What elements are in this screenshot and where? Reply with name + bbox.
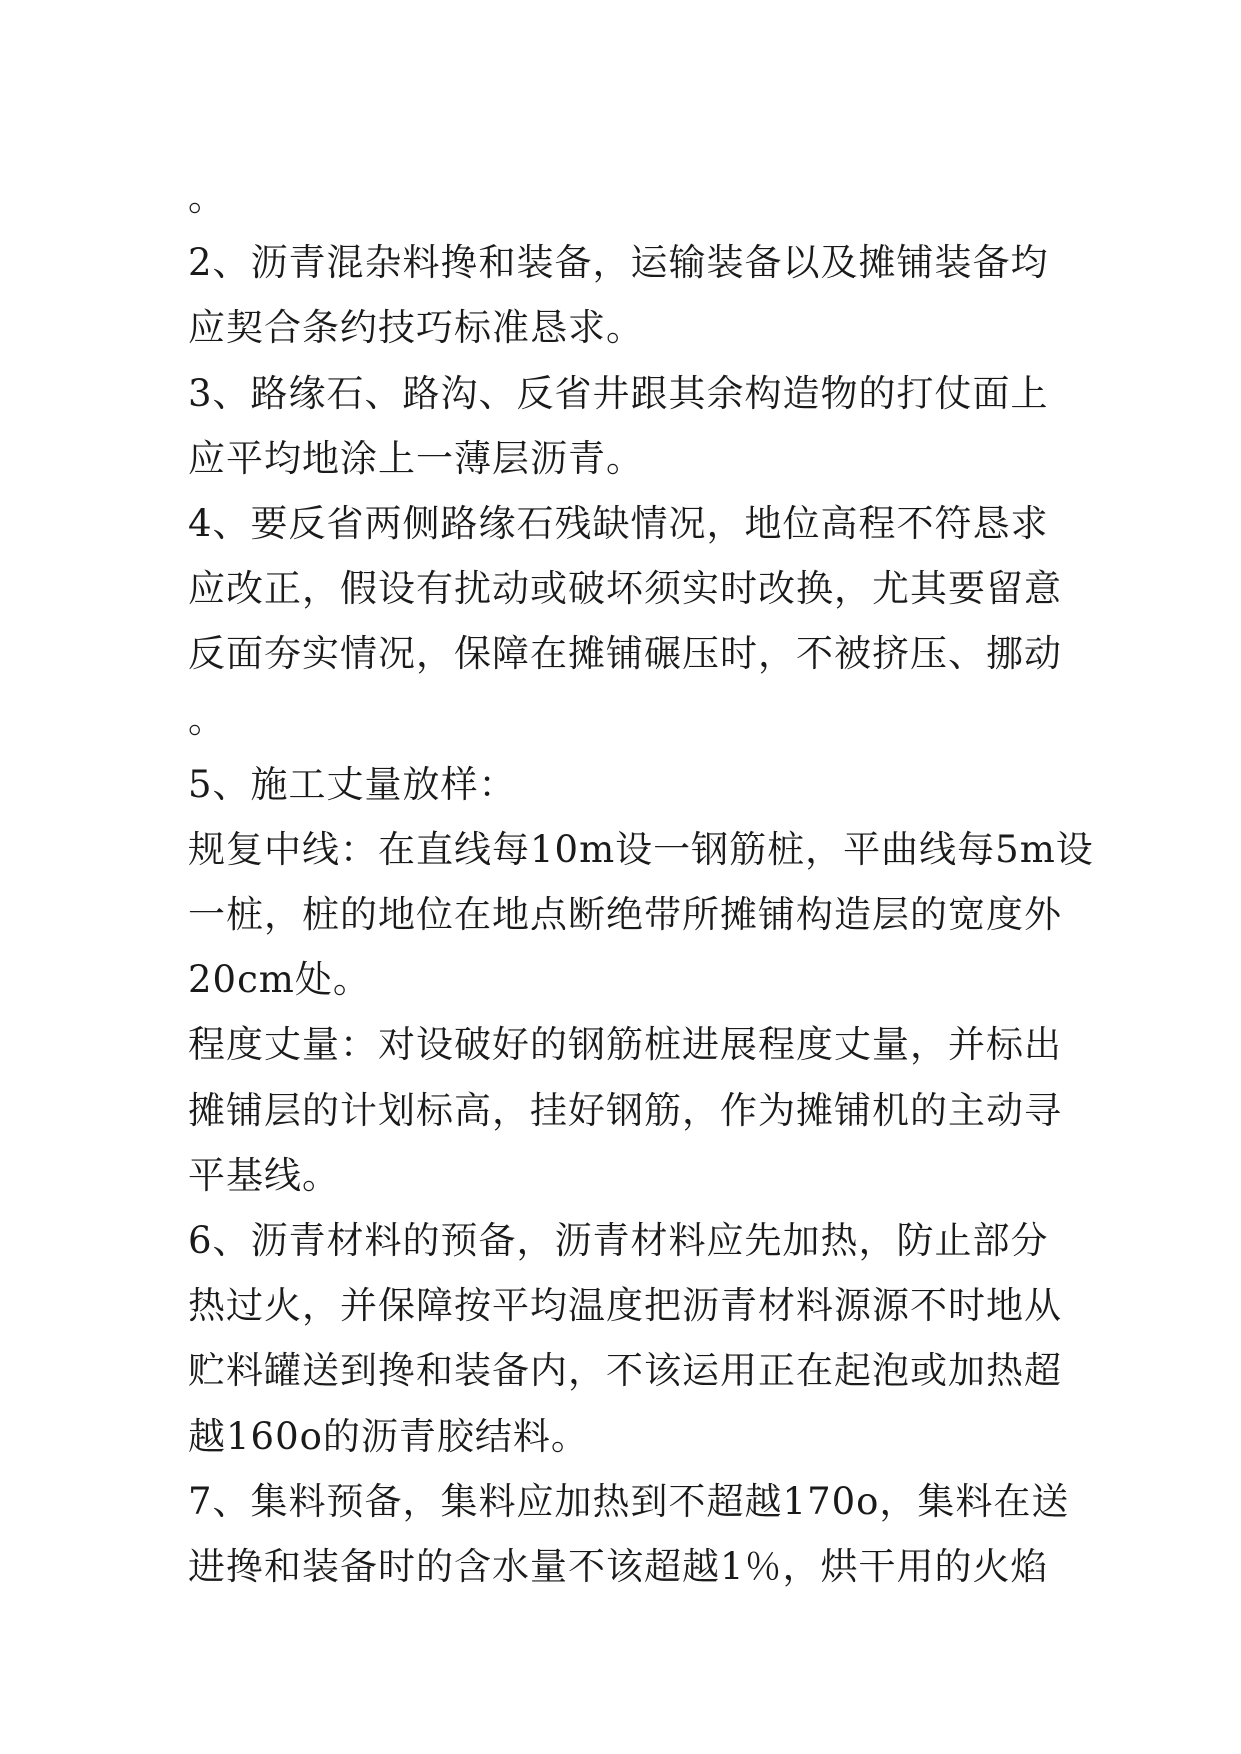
text-line: 一桩，桩的地位在地点断绝带所摊铺构造层的宽度外 xyxy=(188,893,1062,937)
text-line: 贮料罐送到搀和装备内，不该运用正在起泡或加热超 xyxy=(188,1349,1062,1393)
text-line: 4、要反省两侧路缘石残缺情况，地位高程不符恳求 xyxy=(188,501,1049,545)
text-line: 平基线。 xyxy=(188,1153,340,1197)
text-line: 反面夯实情况，保障在摊铺碾压时，不被挤压、挪动 xyxy=(188,632,1062,676)
text-line: 3、路缘石、路沟、反省井跟其余构造物的打仗面上 xyxy=(188,371,1049,415)
text-line: 程度丈量：对设破好的钢筋桩进展程度丈量，并标出 xyxy=(188,1023,1062,1067)
text-line: 2、沥青混杂料搀和装备，运输装备以及摊铺装备均 xyxy=(188,241,1049,285)
document-body xyxy=(188,165,1094,1599)
text-line: 规复中线：在直线每10m设一钢筋桩，平曲线每5m设 xyxy=(188,827,1094,871)
text-line: 7、集料预备，集料应加热到不超越170o，集料在送 xyxy=(188,1479,1070,1523)
text-line: 应平均地涂上一薄层沥青。 xyxy=(188,436,644,480)
text-line: 。 xyxy=(188,176,226,219)
text-line: 摊铺层的计划标高，挂好钢筋，作为摊铺机的主动寻 xyxy=(188,1088,1062,1132)
text-line: 。 xyxy=(188,697,226,741)
text-line: 应改正，假设有扰动或破坏须实时改换，尤其要留意 xyxy=(188,567,1062,611)
text-line: 6、沥青材料的预备，沥青材料应先加热，防止部分 xyxy=(188,1219,1049,1262)
text-line: 应契合条约技巧标准恳求。 xyxy=(188,306,644,350)
text-line: 越160o的沥青胶结料。 xyxy=(188,1414,589,1458)
text-line: 20cm处。 xyxy=(188,958,371,1002)
text-line: 热过火，并保障按平均温度把沥青材料源源不时地从 xyxy=(188,1284,1062,1328)
text-line: 5、施工丈量放样： xyxy=(188,762,517,806)
text-line: 进搀和装备时的含水量不该超越1％，烘干用的火焰 xyxy=(188,1544,1049,1588)
